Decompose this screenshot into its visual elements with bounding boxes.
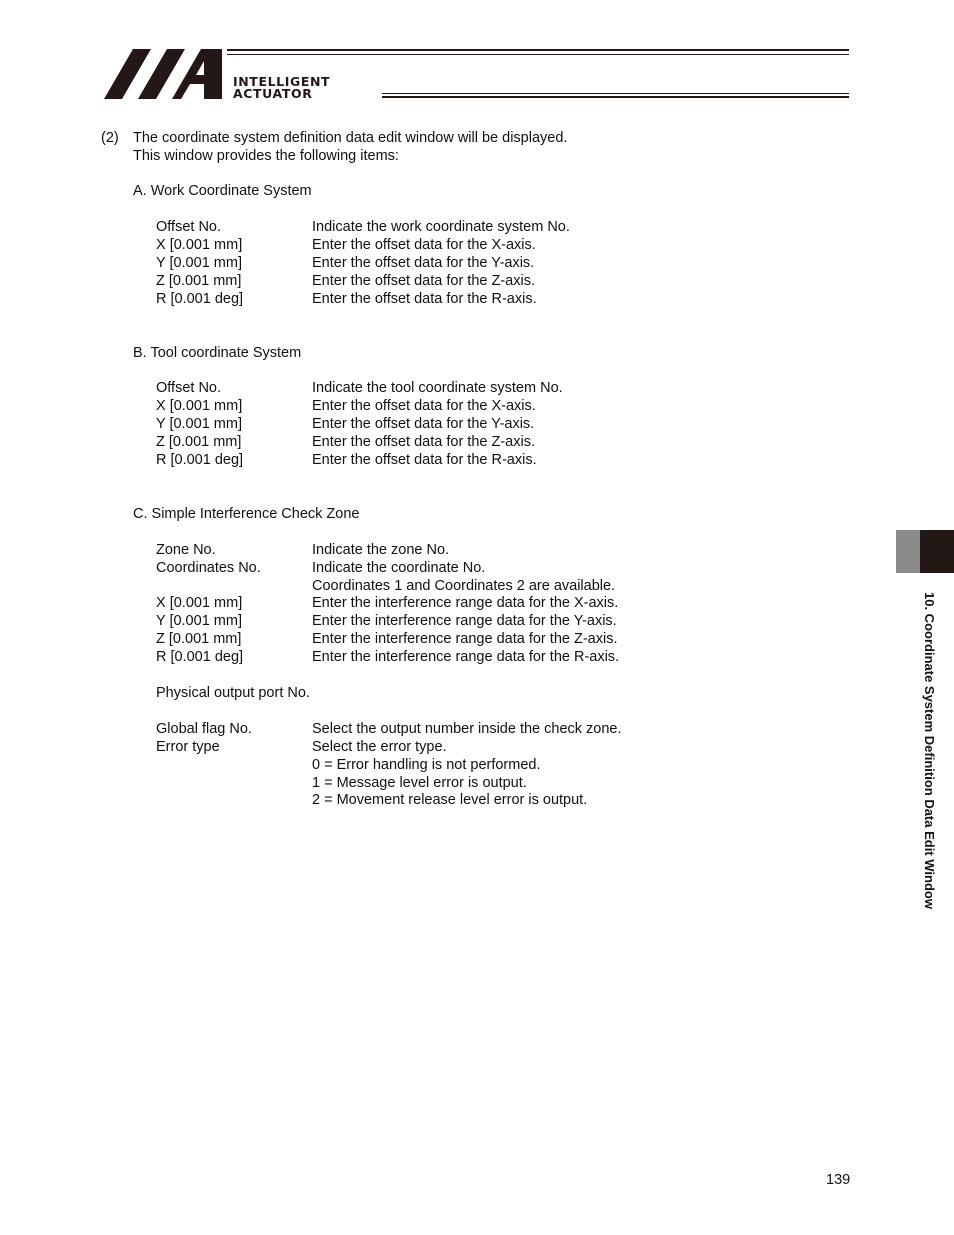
physical-output-port-label: Physical output port No. xyxy=(156,685,310,701)
section-c-desc: Indicate the coordinate No. xyxy=(312,560,486,576)
section-c-desc: Enter the interference range data for the X-axis. xyxy=(312,595,619,611)
page-number: 139 xyxy=(826,1172,851,1188)
section-c-desc: Coordinates 1 and Coordinates 2 are available. xyxy=(312,578,616,594)
section-c-label: X [0.001 mm] xyxy=(156,595,243,611)
section-a-label: Z [0.001 mm] xyxy=(156,273,242,289)
section-c-desc: Indicate the zone No. xyxy=(312,542,450,558)
section-a-label: R [0.001 deg] xyxy=(156,291,244,307)
section-a-desc: Enter the offset data for the R-axis. xyxy=(312,291,537,307)
section-c-label: Z [0.001 mm] xyxy=(156,631,242,647)
header-rule-bottom xyxy=(382,96,849,98)
section-b-label: Offset No. xyxy=(156,380,222,396)
chapter-side-title: 10. Coordinate System Definition Data Edit Window xyxy=(922,592,937,909)
section-c-desc: 0 = Error handling is not performed. xyxy=(312,757,541,773)
section-a-desc: Enter the offset data for the Y-axis. xyxy=(312,255,535,271)
chapter-tab-grey xyxy=(896,530,920,573)
section-b-label: Z [0.001 mm] xyxy=(156,434,242,450)
section-c-label: Zone No. xyxy=(156,542,216,558)
logo-text-line1: INTELLIGENT xyxy=(233,74,331,89)
header-rule-top xyxy=(227,49,849,51)
section-b-heading: B. Tool coordinate System xyxy=(133,345,302,361)
section-a-label: Y [0.001 mm] xyxy=(156,255,242,271)
intro-number: (2) xyxy=(101,130,119,146)
section-b-desc: Enter the offset data for the Z-axis. xyxy=(312,434,535,450)
section-a-desc: Indicate the work coordinate system No. xyxy=(312,219,570,235)
section-b-desc: Enter the offset data for the Y-axis. xyxy=(312,416,535,432)
section-c-desc: Select the error type. xyxy=(312,739,447,755)
header-rule-top-thin xyxy=(227,54,849,55)
section-c-desc: 2 = Movement release level error is output. xyxy=(312,792,588,808)
ia-logo-icon xyxy=(104,48,224,100)
section-c-label: R [0.001 deg] xyxy=(156,649,244,665)
section-a-heading: A. Work Coordinate System xyxy=(133,183,312,199)
section-c-desc: Enter the interference range data for the Y-axis. xyxy=(312,613,617,629)
section-b-desc: Indicate the tool coordinate system No. xyxy=(312,380,563,396)
section-c-desc: Enter the interference range data for the R-axis. xyxy=(312,649,620,665)
section-c-desc: 1 = Message level error is output. xyxy=(312,775,527,791)
intro-line-1: The coordinate system definition data edit window will be displayed. xyxy=(133,130,568,146)
section-c-label: Global flag No. xyxy=(156,721,252,737)
section-b-label: R [0.001 deg] xyxy=(156,452,244,468)
chapter-tab-black xyxy=(920,530,954,573)
section-c-heading: C. Simple Interference Check Zone xyxy=(133,506,360,522)
section-b-desc: Enter the offset data for the X-axis. xyxy=(312,398,536,414)
section-a-desc: Enter the offset data for the X-axis. xyxy=(312,237,536,253)
section-c-label: Coordinates No. xyxy=(156,560,261,576)
section-c-desc: Enter the interference range data for the Z-axis. xyxy=(312,631,618,647)
logo-text-line2: ACTUATOR xyxy=(233,86,313,101)
section-b-label: Y [0.001 mm] xyxy=(156,416,242,432)
section-a-label: X [0.001 mm] xyxy=(156,237,243,253)
section-b-label: X [0.001 mm] xyxy=(156,398,243,414)
section-c-desc: Select the output number inside the check zone. xyxy=(312,721,622,737)
intro-line-2: This window provides the following items: xyxy=(133,148,399,164)
section-a-desc: Enter the offset data for the Z-axis. xyxy=(312,273,535,289)
header-rule-bottom-thin xyxy=(382,93,849,94)
section-c-label: Y [0.001 mm] xyxy=(156,613,242,629)
section-c-label: Error type xyxy=(156,739,220,755)
section-a-label: Offset No. xyxy=(156,219,222,235)
section-b-desc: Enter the offset data for the R-axis. xyxy=(312,452,537,468)
